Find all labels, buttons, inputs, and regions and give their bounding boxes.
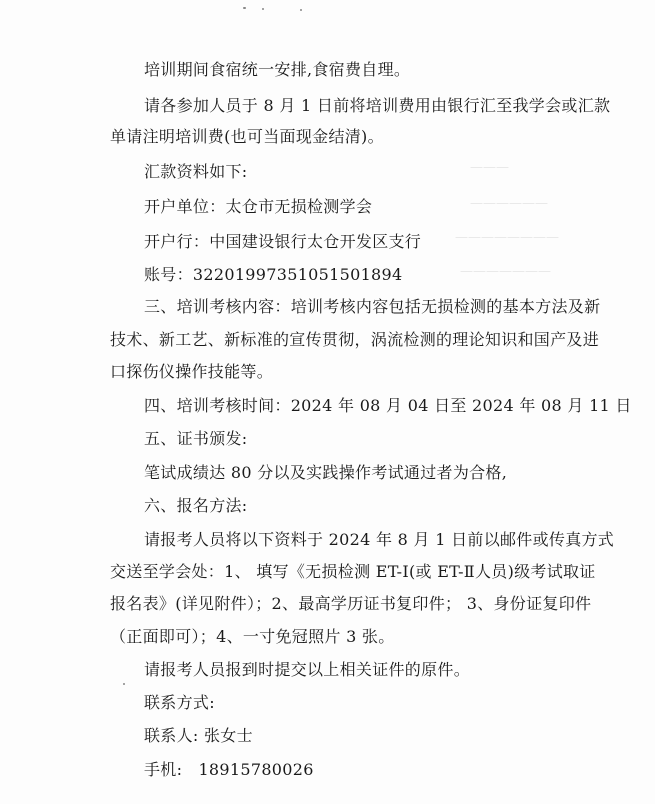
account-number: 账号：32201997351051501894	[144, 265, 403, 284]
contact-heading: 联系方式:	[144, 693, 215, 712]
paragraph-payment-deadline: 请各参加人员于 8 月 1 日前将培训费用由银行汇至我学会或汇款	[144, 96, 611, 115]
section-3-heading: 三、培训考核内容：培训考核内容包括无损检测的基本方法及新	[144, 297, 601, 316]
account-holder: 开户单位：太仓市无损检测学会	[144, 197, 373, 216]
contact-phone: 手机: 18915780026	[144, 760, 314, 779]
registration-instructions: （正面即可）；4、一寸免冠照片 3 张。	[110, 627, 395, 646]
section-5-heading: 五、证书颁发:	[144, 429, 248, 448]
section-3-content: 技术、新工艺、新标准的宣传贯彻，涡流检测的理论知识和国产及进	[110, 330, 600, 349]
passing-criteria: 笔试成绩达 80 分以及实践操作考试通过者为合格,	[144, 463, 508, 482]
scan-speck	[243, 7, 246, 9]
scan-speck	[123, 683, 125, 685]
scan-speck	[300, 9, 302, 11]
section-4-heading: 四、培训考核时间：2024 年 08 月 04 日至 2024 年 08 月 11 日	[144, 396, 632, 415]
bleed-through-mark: ——————	[470, 196, 548, 211]
remittance-heading: 汇款资料如下:	[144, 162, 248, 181]
bleed-through-mark: ———	[470, 160, 509, 175]
paragraph-accommodation: 培训期间食宿统一安排,食宿费自理。	[144, 60, 411, 79]
scan-speck	[262, 8, 264, 10]
originals-note: 请报考人员报到时提交以上相关证件的原件。	[144, 660, 471, 679]
section-3-content: 口探伤仪操作技能等。	[110, 362, 274, 381]
paragraph-payment-note: 单请注明培训费(也可当面现金结清)。	[110, 127, 384, 146]
bleed-through-mark: ———————	[460, 264, 551, 279]
registration-instructions: 请报考人员将以下资料于 2024 年 8 月 1 日前以邮件或传真方式	[144, 530, 615, 549]
registration-instructions: 交送至学会处：1、 填写《无损检测 ET-Ⅰ(或 ET-Ⅱ人员)级考试取证	[110, 562, 596, 581]
registration-instructions: 报名表》(详见附件）；2、最高学历证书复印件； 3、身份证复印件	[110, 594, 592, 613]
section-6-heading: 六、报名方法:	[144, 496, 248, 515]
bleed-through-mark: ————————	[455, 230, 559, 245]
contact-person: 联系人: 张女士	[144, 726, 253, 745]
bank-name: 开户行：中国建设银行太仓开发区支行	[144, 232, 422, 251]
